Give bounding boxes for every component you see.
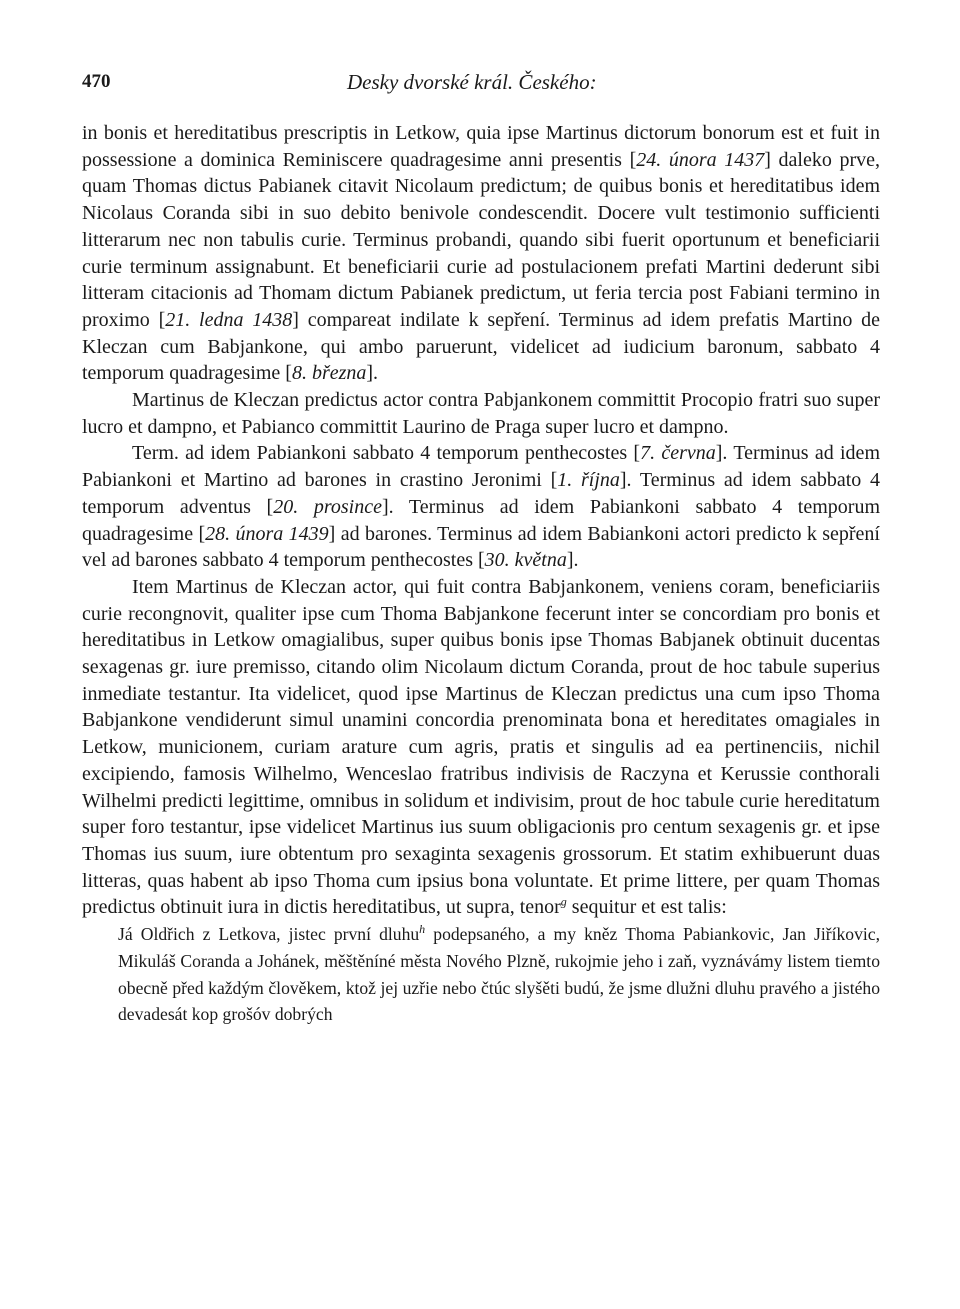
page-number: 470 (82, 71, 111, 92)
text-run: sequitur et est talis: (566, 896, 727, 919)
date-annotation: 21. ledna 1438 (165, 308, 293, 331)
text-run: podepsaného, a my kněz Thoma Pabiankovic, Jan Jiříkovic, Mikuláš Coranda a Johánek, měštěníné města Nového Plzně, rukojmie jeho i zaň, vyznávámy listem tiemto obecně před každým člověkem, ktož jej uzřie nebo čtúc slyšěti budú, že jsme dlužni dluhu pravého a jistého devadesát kop grošóv dobrých (118, 924, 881, 1025)
date-annotation: 1. října (557, 469, 620, 492)
date-annotation: 8. března (291, 362, 367, 385)
text-run: ]. Terminus ad idem Pabiankoni sabbato 4 temporum quadragesime [ (82, 495, 880, 545)
running-head: Desky dvorské král. Českého: (347, 70, 597, 94)
text-run: Item Martinus de Kleczan actor, qui fuit contra Babjankonem, veniens coram, beneficiariis curie recongnovit, qualiter ipse cum Thoma Babjankone fecerunt inter se concordiam pro bonis et hereditatibus in Letkow omagialibus, super quibus bonis ipse Thomas Babjanek obtinuit ducentas sexagenas gr. iure premisso, citando olim Nicolaum dictum Coranda, prout de hoc tabule superius inmediate testantur. Ita videlicet, quod ipse Martinus de Kleczan predictus una cum ipso Thoma Babjankone vendiderunt simul unamini concordia prenominata bona et hereditates omagiales in Letkow, municionem, curiam arature cum agris, pratis et singulis ad ea pertinenciis, nichil excipiendo, famosis Wilhelmo, Wenceslao fratribus indivisis de Raczyna et Kerussie conthorali Wilhelmi predicti legittime, omnibus in solidum et indivisim, prout de hoc tabule curie hereditatum super foro testantur, ipse videlicet Martinus ius suum obligacionis pro centum sexagenis gr. et ipse Thomas ius suum, iure obtentum pro sexaginta sexagenis grossorum. Et statim exhibuerunt duas litteras, quas habent ab ipso Thoma cum ipsius bona voluntate. Et prime littere, per quam Thomas predictus obtinuit iura in dictis hereditatibus, ut supra, tenor (82, 575, 880, 919)
text-run: ] compareat indilate k sepření. Terminus ad idem prefatis Martino de Kleczan cum Babjankone, qui ambo paruerunt, videlicet ad iudicium baronum, sabbato 4 temporum quadragesime [ (82, 308, 881, 385)
text-run: ]. (566, 549, 579, 572)
footnote-marker: h (419, 922, 426, 937)
text-run: Já Oldřich z Letkova, jistec první dluhu (118, 924, 420, 945)
text-run: Term. ad idem Pabiankoni sabbato 4 temporum penthecostes [ (132, 442, 641, 465)
text-run: ]. (366, 362, 379, 385)
date-annotation: 24. února 1437 (636, 148, 765, 171)
text-run: ]. Terminus ad idem Pabiankoni et Martino ad barones in crastino Jeronimi [ (82, 442, 880, 492)
date-annotation: 30. května (484, 549, 567, 572)
text-run: in bonis et hereditatibus prescriptis in Letkow, quia ipse Martinus dictorum bonorum est et fuit in possessione a dominica Reminiscere quadragesime anni presentis [ (82, 122, 880, 171)
date-annotation: 7. června (640, 442, 716, 465)
date-annotation: 20. prosince (273, 495, 382, 518)
paragraph-1 (82, 120, 880, 387)
text-run: ] ad barones. Terminus ad idem Babiankoni actori predicto k sepření vel ad barones sabbato 4 temporum penthecostes [ (82, 522, 880, 572)
text-run: ] daleko prve, quam Thomas dictus Pabianek citavit Nicolaum predictum; de quibus bonis et hereditatibus idem Nicolaus Coranda sibi in suo debito benivole condescendit. Docere vult testimonio sufficienti litterarum nec non tabulis curie. Terminus probandi, quando sibi fuerit oportunum et beneficiarii curie terminum assignabunt. Et beneficiarii curie ad postulacionem prefati Martini dederunt sibi litteram citacionis ad Thomam dictum Pabianek predictum, ut feria tercia post Fabiani termino in proximo [ (82, 148, 880, 331)
footnote-marker: g (560, 894, 567, 909)
text-run: ]. Terminus ad idem sabbato 4 temporum adventus [ (82, 469, 881, 518)
paragraph-4 (82, 574, 880, 921)
paragraph-3 (82, 440, 880, 574)
main-text (82, 120, 880, 1028)
date-annotation: 28. února 1439 (205, 522, 329, 545)
page-header (82, 66, 878, 98)
quoted-czech-document (82, 921, 880, 1028)
paragraph-2: Martinus de Kleczan predictus actor contra Pabjankonem committit Procopio fratri suo super lucro et dampno, et Pabianco committit Laurino de Praga super lucro et dampno. (82, 389, 880, 438)
